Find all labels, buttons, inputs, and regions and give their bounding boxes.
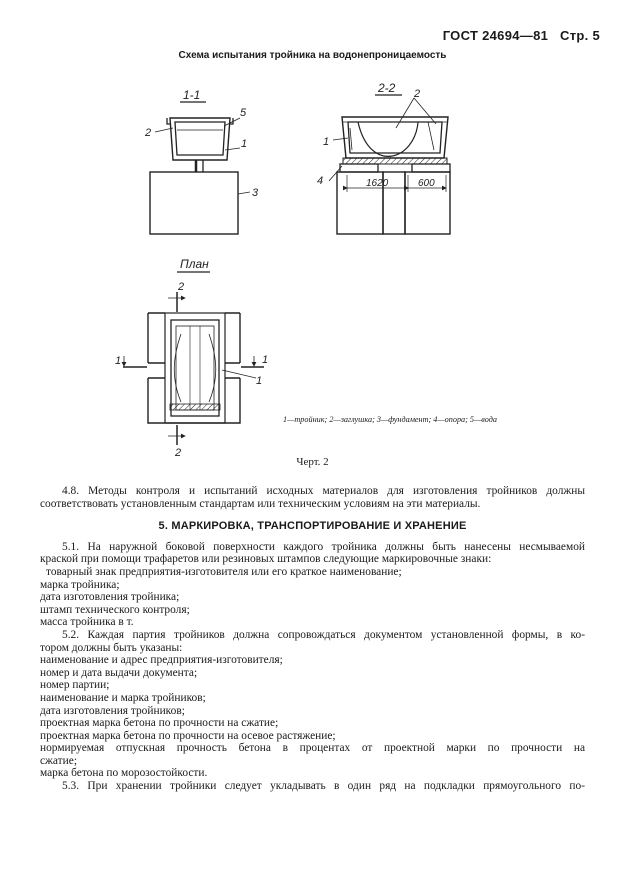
section-5-heading: 5. МАРКИРОВКА, ТРАНСПОРТИРОВАНИЕ И ХРАНЕНИЕ (158, 520, 467, 533)
callout-5: 5 (240, 107, 247, 119)
list-item: проектная марка бетона по прочности на осевое растяжение; (40, 729, 336, 742)
dimension-600: 600 (418, 178, 435, 189)
list-item: марка бетона по морозостойкости. (40, 767, 208, 780)
plan-callout-1: 1 (256, 375, 263, 387)
page-number: Стр. 5 (560, 28, 600, 43)
plan-view (115, 257, 268, 459)
list-item: дата изготовления тройников; (40, 704, 185, 717)
list-item: проектная марка бетона по прочности на сжатие; (40, 717, 279, 730)
plan-mark-1-right: 1 (262, 354, 269, 366)
paragraph-4-8-line-2: соответствовать установленным стандартам или техническим условиям на эти материалы. (40, 497, 481, 510)
list-item: штамп технического контроля; (40, 603, 190, 616)
plan-label: План (180, 257, 209, 271)
list-item: наименование и марка тройников; (40, 691, 206, 704)
plan-mark-1-left: 1 (115, 355, 122, 367)
callout-3: 3 (252, 187, 259, 199)
list-item: дата изготовления тройника; (40, 591, 180, 604)
list-item: масса тройника в т. (40, 616, 134, 629)
paragraph-4-8-line-1: 4.8. Методы контроля и испытаний исходных материалов для изготовления тройников должны (62, 485, 585, 497)
list-item: номер и дата выдачи документа; (40, 666, 198, 679)
document-body (40, 485, 585, 793)
paragraph-5-1-line-1: 5.1. На наружной боковой поверхности каждого тройника должны быть нанесены несмываемой (62, 540, 585, 553)
section-2-2 (317, 81, 450, 234)
paragraph-5-1-line-2: краской при помощи трафаретов или резиновых штампов следующие маркировочные знаки: (40, 553, 492, 566)
paragraph-5-2-line-2: тором должны быть указаны: (40, 641, 183, 654)
list-item-long-line-1: нормируемая отпускная прочность бетона в процентах от проектной марки по прочности на (40, 742, 585, 755)
plan-mark-2-bottom: 2 (175, 447, 182, 459)
section-2-2-label: 2-2 (378, 81, 396, 95)
callout-2: 2 (145, 127, 152, 139)
list-item: наименование и адрес предприятия-изготовителя; (40, 654, 283, 667)
section-1-1 (144, 88, 259, 234)
dimension-1620: 1620 (366, 178, 389, 189)
callout-1: 1 (241, 138, 248, 150)
list-item: марка тройника; (40, 578, 120, 591)
paragraph-5-3: 5.3. При хранении тройники следует укладывать в один ряд на подкладки прямоугольного по- (62, 780, 585, 793)
callout-2-2: 2 (414, 88, 421, 100)
paragraph-5-2-line-1: 5.2. Каждая партия тройников должна сопровождаться документом установленной формы, в ко- (62, 628, 585, 641)
plan-mark-2-top: 2 (178, 281, 185, 293)
callout-2-1: 1 (323, 136, 330, 148)
callout-2-4: 4 (317, 175, 324, 187)
figure-legend: 1—тройник; 2—заглушка; 3—фундамент; 4—опора; 5—вода (283, 415, 497, 424)
list-item: товарный знак предприятия-изготовителя или его краткое наименование; (46, 565, 402, 578)
list-item-long-line-2: сжатие; (40, 754, 77, 767)
section-1-1-label: 1-1 (183, 88, 201, 102)
figure-title: Схема испытания тройника на водонепроницаемость (178, 50, 447, 61)
standard-number: ГОСТ 24694—81 (442, 28, 549, 43)
list-item: номер партии; (40, 679, 110, 692)
figure-caption: Черт. 2 (296, 456, 329, 468)
